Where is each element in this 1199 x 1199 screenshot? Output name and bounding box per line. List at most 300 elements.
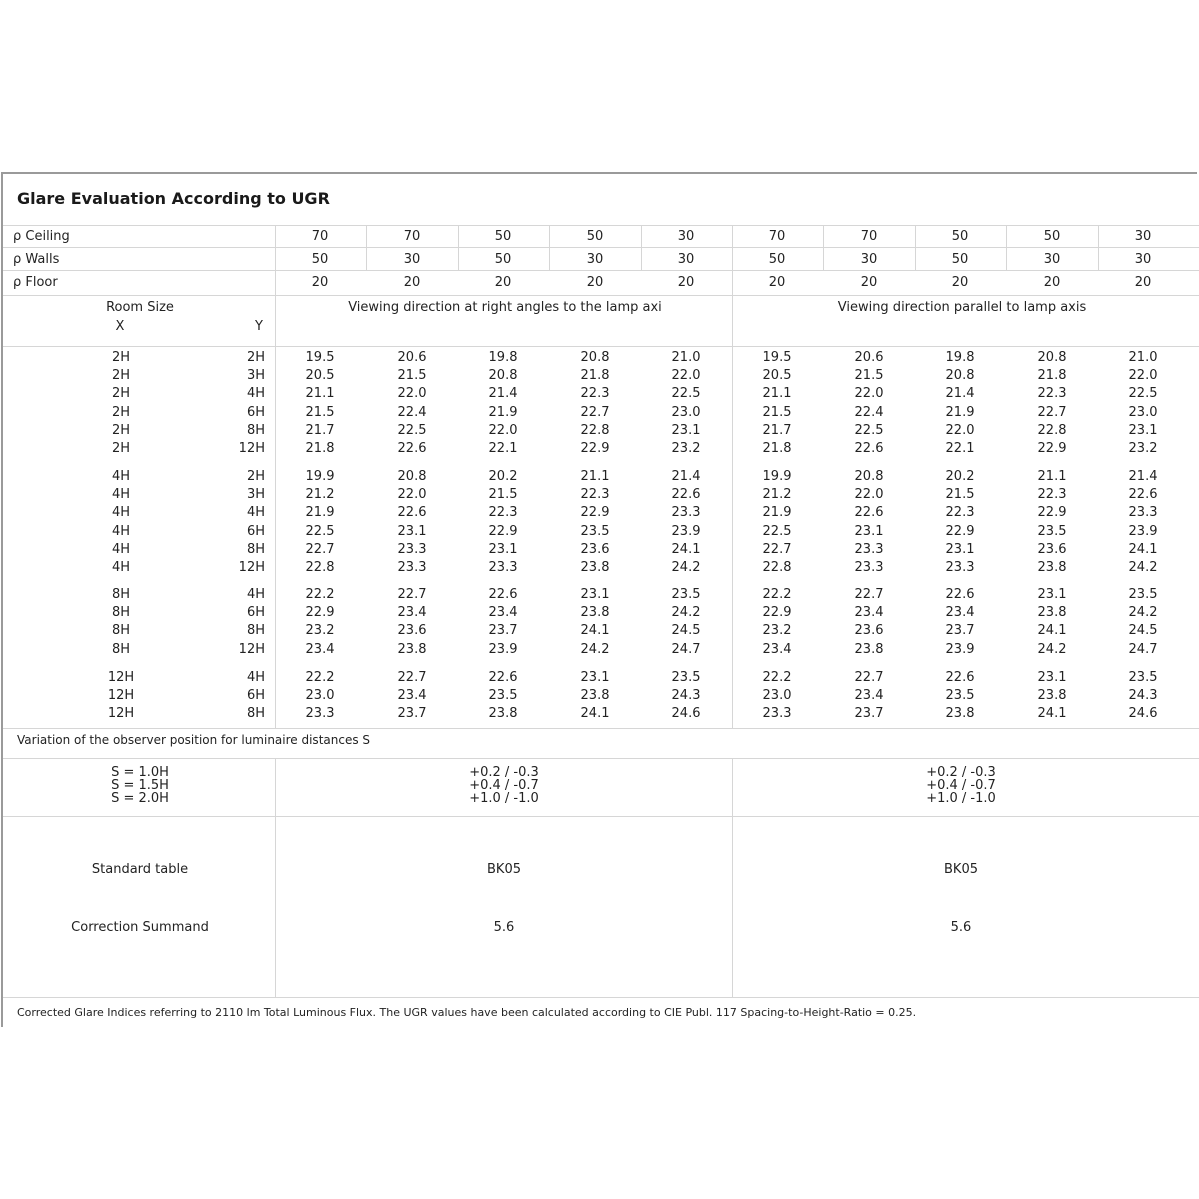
footer-note: Corrected Glare Indices referring to 2110 lm Total Luminous Flux. The UGR values have been calculated according to CIE Publ. 117 Spacing-to-Height-Ratio = 0.25.	[17, 1006, 917, 1019]
correction-summand-parallel: 5.6	[950, 920, 972, 935]
ugr-value: 23.6	[397, 623, 427, 639]
room-y: 6H	[246, 523, 265, 539]
ugr-value: 22.5	[1128, 386, 1158, 402]
ugr-value: 20.8	[945, 368, 975, 384]
ugr-value: 22.1	[488, 441, 518, 456]
ugr-value: 23.4	[397, 688, 427, 704]
ugr-value: 22.7	[397, 587, 427, 602]
ugr-value: 22.9	[1037, 441, 1067, 456]
ugr-value: 23.4	[488, 605, 518, 621]
rule	[3, 346, 1199, 347]
ugr-value: 23.4	[854, 605, 884, 621]
room-x: 2H	[111, 386, 131, 402]
ugr-value: 22.8	[580, 422, 610, 438]
ugr-value: 22.3	[488, 505, 518, 521]
room-y: 4H	[246, 670, 265, 685]
room-x: 12H	[107, 706, 135, 722]
ugr-value: 21.5	[305, 404, 335, 420]
ugr-value: 21.1	[580, 469, 610, 484]
ugr-value: 22.5	[762, 523, 792, 539]
ugr-value: 20.8	[854, 469, 884, 484]
variation-s-values	[111, 766, 169, 805]
ugr-value: 24.1	[580, 706, 610, 722]
ugr-value: 23.4	[854, 688, 884, 704]
ugr-value: 22.3	[945, 505, 975, 521]
ugr-value: 23.3	[1128, 505, 1158, 521]
ugr-value: 23.8	[580, 605, 610, 621]
ugr-value: 23.5	[945, 688, 975, 704]
ugr-value: 22.2	[305, 587, 335, 602]
room-x: 2H	[111, 350, 131, 365]
ugr-value: 24.7	[1128, 641, 1158, 657]
variation-s: S = 2.0H	[111, 791, 169, 806]
ugr-value: 23.8	[854, 641, 884, 657]
ugr-value: 20.8	[1037, 350, 1067, 365]
ugr-value: 23.3	[305, 706, 335, 722]
ugr-value: 22.3	[580, 487, 610, 503]
ugr-value: 22.0	[1128, 368, 1158, 384]
ugr-value: 23.6	[1037, 541, 1067, 557]
ugr-value: 22.6	[945, 670, 975, 685]
reflectance-value: 50	[494, 229, 512, 244]
ugr-value: 22.0	[671, 368, 701, 384]
ugr-value: 21.8	[1037, 368, 1067, 384]
ugr-value: 21.7	[305, 422, 335, 438]
variation-s: S = 1.5H	[111, 778, 169, 793]
reflectance-value: 50	[951, 229, 969, 244]
room-x: 8H	[111, 605, 131, 621]
ugr-value: 22.9	[580, 441, 610, 456]
rule	[3, 295, 1199, 296]
ugr-value: 23.6	[854, 623, 884, 639]
ugr-value: 22.5	[854, 422, 884, 438]
reflectance-label: ρ Ceiling	[13, 229, 70, 244]
ugr-value: 23.8	[580, 560, 610, 575]
reflectance-value: 30	[403, 252, 421, 267]
ugr-value: 24.5	[1128, 623, 1158, 639]
ugr-document	[1, 172, 1197, 1027]
ugr-value: 24.1	[1128, 541, 1158, 557]
ugr-value: 23.9	[1128, 523, 1158, 539]
ugr-value: 22.0	[854, 487, 884, 503]
standard-table-right: BK05	[487, 862, 521, 877]
variation-parallel: +1.0 / -1.0	[926, 791, 996, 806]
room-x: 8H	[111, 641, 131, 657]
ugr-value: 23.3	[397, 560, 427, 575]
ugr-value: 23.1	[397, 523, 427, 539]
ugr-value: 24.2	[1037, 641, 1067, 657]
ugr-value: 20.5	[762, 368, 792, 384]
ugr-value: 23.1	[945, 541, 975, 557]
ugr-value: 21.0	[1128, 350, 1158, 365]
room-size-x-label: X	[115, 319, 125, 334]
ugr-value: 21.2	[305, 487, 335, 503]
ugr-value: 23.1	[580, 587, 610, 602]
reflectance-value: 20	[860, 275, 878, 290]
reflectance-value: 50	[311, 252, 329, 267]
ugr-value: 23.3	[762, 706, 792, 722]
ugr-value: 23.5	[1128, 670, 1158, 685]
ugr-value: 22.8	[305, 560, 335, 575]
ugr-value: 22.6	[397, 505, 427, 521]
reflectance-value: 70	[311, 229, 329, 244]
room-y: 12H	[238, 560, 265, 575]
standard-table-label: Standard table	[91, 862, 189, 877]
ugr-value: 23.5	[1128, 587, 1158, 602]
rule	[3, 758, 1199, 759]
variation-label: Variation of the observer position for luminaire distances S	[17, 733, 371, 747]
ugr-value: 19.9	[305, 469, 335, 484]
ugr-value: 22.1	[945, 441, 975, 456]
ugr-value: 24.2	[1128, 605, 1158, 621]
ugr-value: 21.4	[1128, 469, 1158, 484]
ugr-value: 23.7	[854, 706, 884, 722]
rule	[3, 997, 1199, 998]
room-y: 8H	[246, 422, 265, 438]
ugr-value: 19.8	[488, 350, 518, 365]
ugr-value: 21.4	[488, 386, 518, 402]
column-divider	[275, 225, 276, 728]
ugr-value: 22.6	[945, 587, 975, 602]
ugr-value: 21.5	[762, 404, 792, 420]
room-y: 12H	[238, 641, 265, 657]
ugr-value: 21.2	[762, 487, 792, 503]
ugr-value: 23.4	[762, 641, 792, 657]
room-y: 2H	[246, 350, 265, 365]
ugr-value: 23.7	[397, 706, 427, 722]
room-y: 12H	[238, 441, 265, 456]
ugr-value: 22.5	[305, 523, 335, 539]
ugr-value: 19.9	[762, 469, 792, 484]
reflectance-divider	[366, 225, 367, 270]
room-y: 6H	[246, 605, 265, 621]
room-y: 4H	[246, 386, 265, 402]
ugr-value: 20.2	[488, 469, 518, 484]
ugr-value: 24.3	[1128, 688, 1158, 704]
ugr-value: 23.3	[671, 505, 701, 521]
reflectance-value: 20	[951, 275, 969, 290]
ugr-value: 22.6	[488, 670, 518, 685]
reflectance-divider	[1098, 225, 1099, 270]
ugr-value: 22.0	[397, 386, 427, 402]
rule	[3, 247, 1199, 248]
variation-parallel: +0.4 / -0.7	[926, 778, 996, 793]
room-x: 2H	[111, 422, 131, 438]
ugr-value: 23.5	[671, 670, 701, 685]
ugr-value: 23.4	[305, 641, 335, 657]
ugr-value: 23.3	[945, 560, 975, 575]
ugr-value: 20.2	[945, 469, 975, 484]
rule	[3, 816, 1199, 817]
ugr-value: 24.2	[1128, 560, 1158, 575]
reflectance-value: 30	[860, 252, 878, 267]
room-size-y-label: Y	[255, 319, 263, 334]
room-x: 12H	[107, 670, 135, 685]
reflectance-divider	[549, 225, 550, 270]
ugr-value: 21.1	[1037, 469, 1067, 484]
room-y: 2H	[246, 469, 265, 484]
ugr-value: 23.8	[1037, 605, 1067, 621]
ugr-value: 22.8	[1037, 422, 1067, 438]
ugr-value: 22.4	[854, 404, 884, 420]
reflectance-value: 30	[677, 252, 695, 267]
reflectance-value: 50	[1043, 229, 1061, 244]
room-y: 8H	[246, 623, 265, 639]
reflectance-value: 20	[586, 275, 604, 290]
ugr-value: 22.5	[397, 422, 427, 438]
ugr-value: 23.2	[762, 623, 792, 639]
column-divider	[732, 225, 733, 728]
reflectance-divider	[458, 225, 459, 270]
ugr-value: 22.6	[854, 505, 884, 521]
reflectance-value: 30	[1134, 229, 1152, 244]
ugr-value: 22.6	[397, 441, 427, 456]
correction-summand-label: Correction Summand	[71, 920, 209, 935]
ugr-value: 22.3	[1037, 386, 1067, 402]
ugr-value: 24.6	[671, 706, 701, 722]
ugr-value: 22.5	[671, 386, 701, 402]
ugr-value: 21.5	[397, 368, 427, 384]
variation-right: +0.2 / -0.3	[469, 765, 539, 780]
ugr-value: 22.0	[945, 422, 975, 438]
ugr-value: 21.7	[762, 422, 792, 438]
ugr-value: 22.9	[580, 505, 610, 521]
ugr-value: 21.4	[945, 386, 975, 402]
ugr-value: 22.2	[305, 670, 335, 685]
ugr-value: 23.3	[854, 541, 884, 557]
reflectance-value: 30	[1043, 252, 1061, 267]
ugr-value: 21.5	[945, 487, 975, 503]
reflectance-value: 20	[494, 275, 512, 290]
room-x: 4H	[111, 560, 131, 575]
ugr-value: 23.8	[1037, 688, 1067, 704]
ugr-value: 24.7	[671, 641, 701, 657]
ugr-value: 21.1	[762, 386, 792, 402]
ugr-value: 22.0	[397, 487, 427, 503]
room-x: 8H	[111, 587, 131, 602]
ugr-value: 23.7	[945, 623, 975, 639]
reflectance-value: 20	[677, 275, 695, 290]
room-x: 2H	[111, 368, 131, 384]
ugr-value: 22.6	[854, 441, 884, 456]
ugr-value: 23.5	[671, 587, 701, 602]
reflectance-divider	[641, 225, 642, 270]
ugr-value: 24.6	[1128, 706, 1158, 722]
room-x: 4H	[111, 505, 131, 521]
ugr-value: 23.1	[1037, 587, 1067, 602]
ugr-value: 19.5	[305, 350, 335, 365]
ugr-value: 22.9	[1037, 505, 1067, 521]
ugr-value: 24.1	[580, 623, 610, 639]
variation-right-values	[469, 766, 539, 805]
reflectance-divider	[823, 225, 824, 270]
room-y: 8H	[246, 541, 265, 557]
ugr-value: 20.5	[305, 368, 335, 384]
rule	[3, 270, 1199, 271]
ugr-value: 21.8	[762, 441, 792, 456]
room-y: 8H	[246, 706, 265, 722]
ugr-value: 24.5	[671, 623, 701, 639]
room-size-label: Room Size	[106, 300, 174, 315]
room-x: 4H	[111, 469, 131, 484]
ugr-value: 23.2	[671, 441, 701, 456]
ugr-value: 22.8	[762, 560, 792, 575]
ugr-value: 23.8	[1037, 560, 1067, 575]
ugr-value: 21.8	[580, 368, 610, 384]
reflectance-value: 20	[1043, 275, 1061, 290]
ugr-value: 23.3	[397, 541, 427, 557]
ugr-value: 22.2	[762, 587, 792, 602]
reflectance-value: 30	[1134, 252, 1152, 267]
ugr-value: 23.8	[397, 641, 427, 657]
variation-right: +0.4 / -0.7	[469, 778, 539, 793]
document-title: Glare Evaluation According to UGR	[17, 189, 330, 208]
ugr-value: 22.3	[1037, 487, 1067, 503]
ugr-value: 23.8	[580, 688, 610, 704]
room-y: 3H	[246, 368, 265, 384]
ugr-value: 22.9	[305, 605, 335, 621]
room-y: 3H	[246, 487, 265, 503]
ugr-value: 20.8	[397, 469, 427, 484]
room-x: 8H	[111, 623, 131, 639]
room-x: 4H	[111, 541, 131, 557]
ugr-value: 20.8	[580, 350, 610, 365]
ugr-value: 23.2	[1128, 441, 1158, 456]
column-divider	[275, 758, 276, 997]
ugr-value: 21.8	[305, 441, 335, 456]
room-y: 4H	[246, 505, 265, 521]
room-x: 2H	[111, 441, 131, 456]
ugr-value: 23.0	[762, 688, 792, 704]
ugr-value: 22.7	[397, 670, 427, 685]
reflectance-value: 70	[403, 229, 421, 244]
ugr-value: 21.9	[488, 404, 518, 420]
ugr-value: 23.3	[854, 560, 884, 575]
ugr-value: 24.2	[580, 641, 610, 657]
reflectance-value: 50	[586, 229, 604, 244]
ugr-value: 22.0	[854, 386, 884, 402]
ugr-value: 23.6	[580, 541, 610, 557]
ugr-value: 23.4	[397, 605, 427, 621]
ugr-value: 21.1	[305, 386, 335, 402]
reflectance-value: 20	[311, 275, 329, 290]
ugr-value: 22.7	[854, 670, 884, 685]
reflectance-value: 20	[1134, 275, 1152, 290]
ugr-value: 23.5	[1037, 523, 1067, 539]
reflectance-value: 70	[768, 229, 786, 244]
ugr-value: 21.4	[671, 469, 701, 484]
room-x: 4H	[111, 523, 131, 539]
ugr-value: 22.2	[762, 670, 792, 685]
ugr-value: 21.9	[305, 505, 335, 521]
ugr-value: 23.9	[671, 523, 701, 539]
room-y: 6H	[246, 688, 265, 704]
ugr-value: 23.9	[488, 641, 518, 657]
reflectance-divider	[1006, 225, 1007, 270]
ugr-value: 23.2	[305, 623, 335, 639]
direction-parallel: Viewing direction parallel to lamp axis	[837, 300, 1087, 315]
ugr-value: 23.8	[945, 706, 975, 722]
ugr-value: 22.9	[945, 523, 975, 539]
reflectance-value: 50	[951, 252, 969, 267]
column-divider	[732, 758, 733, 997]
reflectance-value: 20	[768, 275, 786, 290]
ugr-value: 24.1	[1037, 706, 1067, 722]
ugr-value: 22.7	[762, 541, 792, 557]
ugr-value: 22.6	[1128, 487, 1158, 503]
ugr-value: 23.1	[1128, 422, 1158, 438]
ugr-value: 21.9	[945, 404, 975, 420]
ugr-value: 23.5	[580, 523, 610, 539]
variation-right: +1.0 / -1.0	[469, 791, 539, 806]
reflectance-divider	[915, 225, 916, 270]
variation-s: S = 1.0H	[111, 765, 169, 780]
variation-parallel: +0.2 / -0.3	[926, 765, 996, 780]
ugr-value: 22.7	[1037, 404, 1067, 420]
correction-summand-right: 5.6	[493, 920, 515, 935]
ugr-value: 22.3	[580, 386, 610, 402]
ugr-value: 21.5	[488, 487, 518, 503]
rule	[3, 728, 1199, 729]
ugr-value: 23.7	[488, 623, 518, 639]
ugr-value: 23.1	[1037, 670, 1067, 685]
ugr-value: 21.0	[671, 350, 701, 365]
reflectance-value: 20	[403, 275, 421, 290]
ugr-value: 22.7	[305, 541, 335, 557]
room-x: 12H	[107, 688, 135, 704]
ugr-value: 23.0	[305, 688, 335, 704]
ugr-value: 23.0	[671, 404, 701, 420]
ugr-value: 24.3	[671, 688, 701, 704]
ugr-value: 22.6	[488, 587, 518, 602]
ugr-value: 20.6	[397, 350, 427, 365]
ugr-value: 23.1	[488, 541, 518, 557]
ugr-value: 20.8	[488, 368, 518, 384]
room-x: 2H	[111, 404, 131, 420]
ugr-value: 21.5	[854, 368, 884, 384]
ugr-value: 23.0	[1128, 404, 1158, 420]
ugr-value: 23.3	[488, 560, 518, 575]
ugr-value: 23.1	[671, 422, 701, 438]
ugr-value: 23.1	[580, 670, 610, 685]
ugr-value: 22.6	[671, 487, 701, 503]
ugr-value: 19.5	[762, 350, 792, 365]
ugr-value: 24.2	[671, 560, 701, 575]
ugr-value: 24.1	[671, 541, 701, 557]
ugr-value: 22.9	[762, 605, 792, 621]
ugr-value: 24.2	[671, 605, 701, 621]
ugr-value: 22.0	[488, 422, 518, 438]
ugr-value: 23.5	[488, 688, 518, 704]
ugr-value: 19.8	[945, 350, 975, 365]
direction-right-angles: Viewing direction at right angles to the lamp axi	[348, 300, 662, 315]
reflectance-value: 30	[586, 252, 604, 267]
ugr-value: 21.9	[762, 505, 792, 521]
reflectance-value: 30	[677, 229, 695, 244]
reflectance-value: 50	[494, 252, 512, 267]
room-y: 6H	[246, 404, 265, 420]
rule	[3, 225, 1199, 226]
ugr-value: 22.9	[488, 523, 518, 539]
ugr-value: 22.7	[580, 404, 610, 420]
ugr-value: 22.4	[397, 404, 427, 420]
room-y: 4H	[246, 587, 265, 602]
room-x: 4H	[111, 487, 131, 503]
ugr-value: 23.9	[945, 641, 975, 657]
reflectance-label: ρ Floor	[13, 275, 58, 290]
reflectance-value: 50	[768, 252, 786, 267]
variation-parallel-values	[926, 766, 996, 805]
